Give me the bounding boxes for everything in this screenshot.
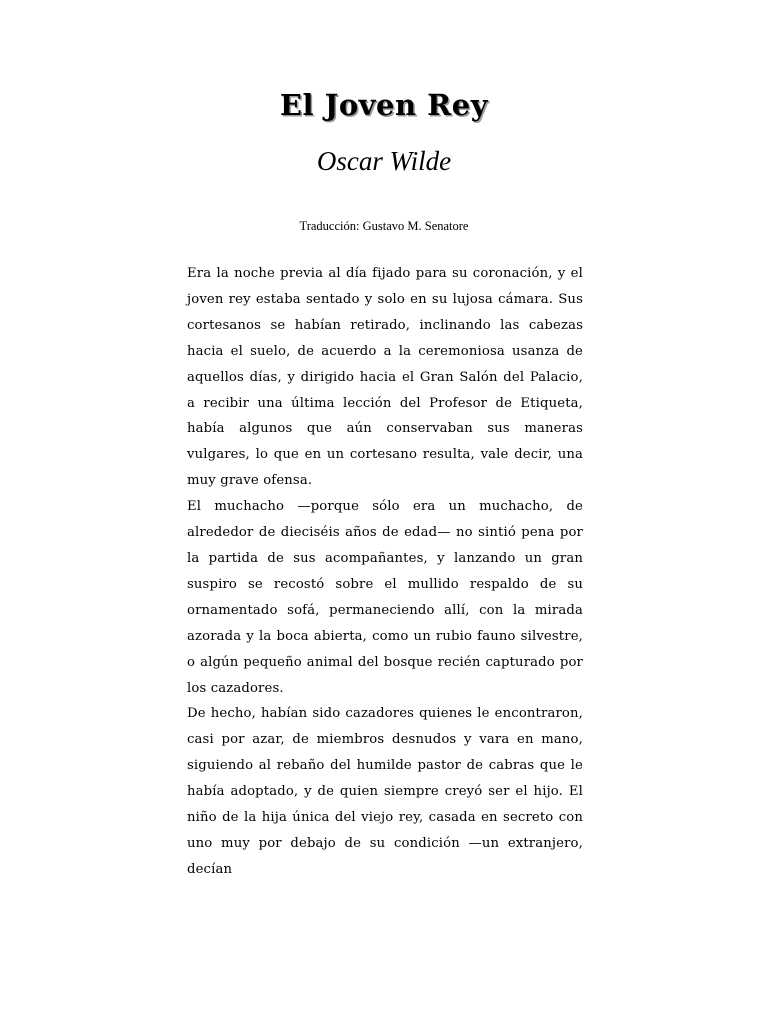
body-text [187, 261, 583, 883]
paragraph: De hecho, habían sido cazadores quienes le encontraron, casi por azar, de miembros desnudos y vara en mano, siguiendo al rebaño del humilde pastor de cabras que le había adoptado, y de quien siempre creyó ser el hijo. El niño de la hija única del viejo rey, casada en secreto con uno muy por debajo de su condición —un extranjero, decían [187, 706, 583, 877]
paragraph: Era la noche previa al día fijado para su coronación, y el joven rey estaba sentado y solo en su lujosa cámara. Sus cortesanos se habían retirado, inclinando las cabezas hacia el suelo, de acuerdo a la ceremoniosa usanza de aquellos días, y dirigido hacia el Gran Salón del Palacio, a recibir una última lección del Profesor de Etiqueta, había algunos que aún conservaban sus maneras vulgares, lo que en un cortesano resulta, vale decir, una muy grave ofensa. [187, 266, 583, 489]
author-name: Oscar Wilde [316, 146, 452, 176]
document-title: El Joven Rey [279, 88, 489, 122]
translator-credit: Traducción: Gustavo M. Senatore [299, 219, 469, 233]
paragraph: El muchacho —porque sólo era un muchacho, de alrededor de dieciséis años de edad— no sintió pena por la partida de sus acompañantes, y lanzando un gran suspiro se recostó sobre el mullido respaldo de su ornamentado sofá, permaneciendo allí, con la mirada azorada y la boca abierta, como un rubio fauno silvestre, o algún pequeño animal del bosque recién capturado por los cazadores. [187, 499, 583, 696]
